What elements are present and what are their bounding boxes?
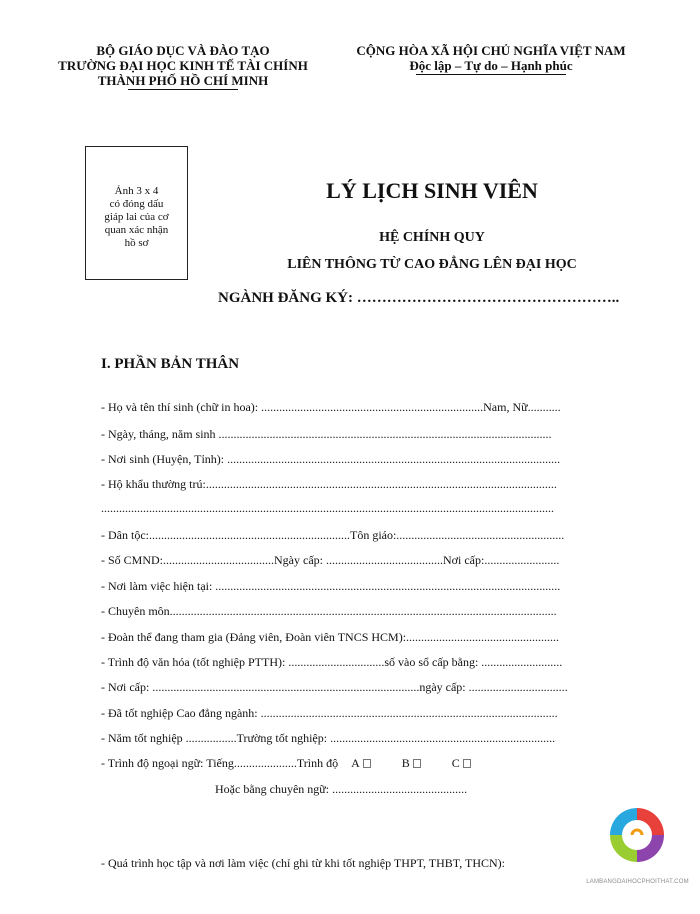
ministry-name: BỘ GIÁO DỤC VÀ ĐÀO TẠO (96, 43, 270, 58)
watermark-site-text: LAMBANGDAIHOCPHOITHAT.COM (586, 879, 689, 885)
field-id-number[interactable]: - Số CMND:.....................................Ngày cấp: .......................................Nơi cấp:......................... (101, 553, 560, 567)
level-b-label: B (401, 756, 410, 770)
level-b-checkbox[interactable] (413, 759, 421, 768)
field-full-name[interactable]: - Họ và tên thí sinh (chữ in hoa): ..........................................................................Nam, Nữ........... (101, 400, 561, 414)
field-graduation-year[interactable]: - Năm tốt nghiệp .................Trường tốt nghiệp: ........................................................................... (101, 731, 556, 745)
field-organization[interactable]: - Đoàn thể đang tham gia (Đảng viên, Đoàn viên TNCS HCM):................................................... (101, 630, 560, 644)
level-c-checkbox[interactable] (463, 759, 471, 768)
level-c-label: C (451, 756, 460, 770)
field-specialty[interactable]: - Chuyên môn................................................................................................................................. (101, 604, 557, 618)
field-college-major[interactable]: - Đã tốt nghiệp Cao đẳng ngành: ................................................................................................... (101, 706, 558, 720)
foreign-language-label: - Trình độ ngoại ngữ: Tiếng.....................Trình độ (101, 756, 339, 770)
header-left-underline (128, 89, 238, 90)
field-specialized-language-degree[interactable]: Hoặc bằng chuyên ngữ: ............................................. (215, 782, 468, 796)
watermark-logo-svg (602, 800, 672, 870)
field-study-work-history: - Quá trình học tập và nơi làm việc (chỉ ghi từ khi tốt nghiệp THPT, THBT, THCN): (101, 856, 506, 870)
program-type: HỆ CHÍNH QUY (379, 230, 485, 245)
photo-box-line: giáp lai của cơ (104, 211, 169, 223)
photo-box-line: hồ sơ (124, 237, 149, 249)
photo-placeholder-box (85, 146, 188, 280)
major-label: NGÀNH ĐĂNG KÝ: (218, 290, 353, 306)
major-fill-line[interactable]: …………………………………………….. (356, 290, 620, 306)
level-a-checkbox[interactable] (363, 759, 371, 768)
major-registration (218, 290, 668, 307)
field-issue-place[interactable]: - Nơi cấp: .........................................................................................ngày cấp: ................................. (101, 680, 568, 694)
photo-box-line: có đóng dấu (109, 198, 164, 210)
school-name: TRƯỜNG ĐẠI HỌC KINH TẾ TÀI CHÍNH (58, 58, 308, 73)
colorful-swirl-logo-icon (602, 800, 672, 870)
city-name: THÀNH PHỐ HỒ CHÍ MINH (97, 73, 269, 88)
photo-box-line: quan xác nhận (104, 224, 169, 236)
section-title-personal: I. PHẦN BẢN THÂN (101, 356, 240, 372)
header-ministry-school (52, 43, 314, 90)
header-right-underline (416, 74, 566, 75)
field-permanent-address[interactable]: - Hộ khẩu thường trú:..................................................................................................................... (101, 477, 557, 491)
photo-box-line: Ảnh 3 x 4 (114, 185, 159, 197)
field-ethnicity-religion[interactable]: - Dân tộc:...................................................................Tôn giáo:........................................................ (101, 528, 565, 542)
document-title: LÝ LỊCH SINH VIÊN (326, 178, 538, 203)
field-place-of-birth[interactable]: - Nơi sinh (Huyện, Tỉnh): ............................................................................................................... (101, 452, 561, 466)
national-motto: Độc lập – Tự do – Hạnh phúc (409, 58, 573, 73)
field-permanent-address-cont[interactable]: ....................................................................................................................................................... (101, 501, 554, 515)
field-workplace[interactable]: - Nơi làm việc hiện tại: ................................................................................................................... (101, 579, 561, 593)
field-date-of-birth[interactable]: - Ngày, tháng, năm sinh ............................................................................................................... (101, 427, 552, 441)
header-national-motto (330, 43, 652, 75)
country-name: CỘNG HÒA XÃ HỘI CHỦ NGHĨA VIỆT NAM (356, 43, 626, 58)
field-education-level[interactable]: - Trình độ văn hóa (tốt nghiệp PTTH): ................................số vào sổ cấp bằng: ........................... (101, 655, 563, 669)
program-description: LIÊN THÔNG TỪ CAO ĐẲNG LÊN ĐẠI HỌC (287, 257, 577, 272)
level-a-label: A (351, 756, 360, 770)
field-foreign-language[interactable] (101, 756, 631, 770)
